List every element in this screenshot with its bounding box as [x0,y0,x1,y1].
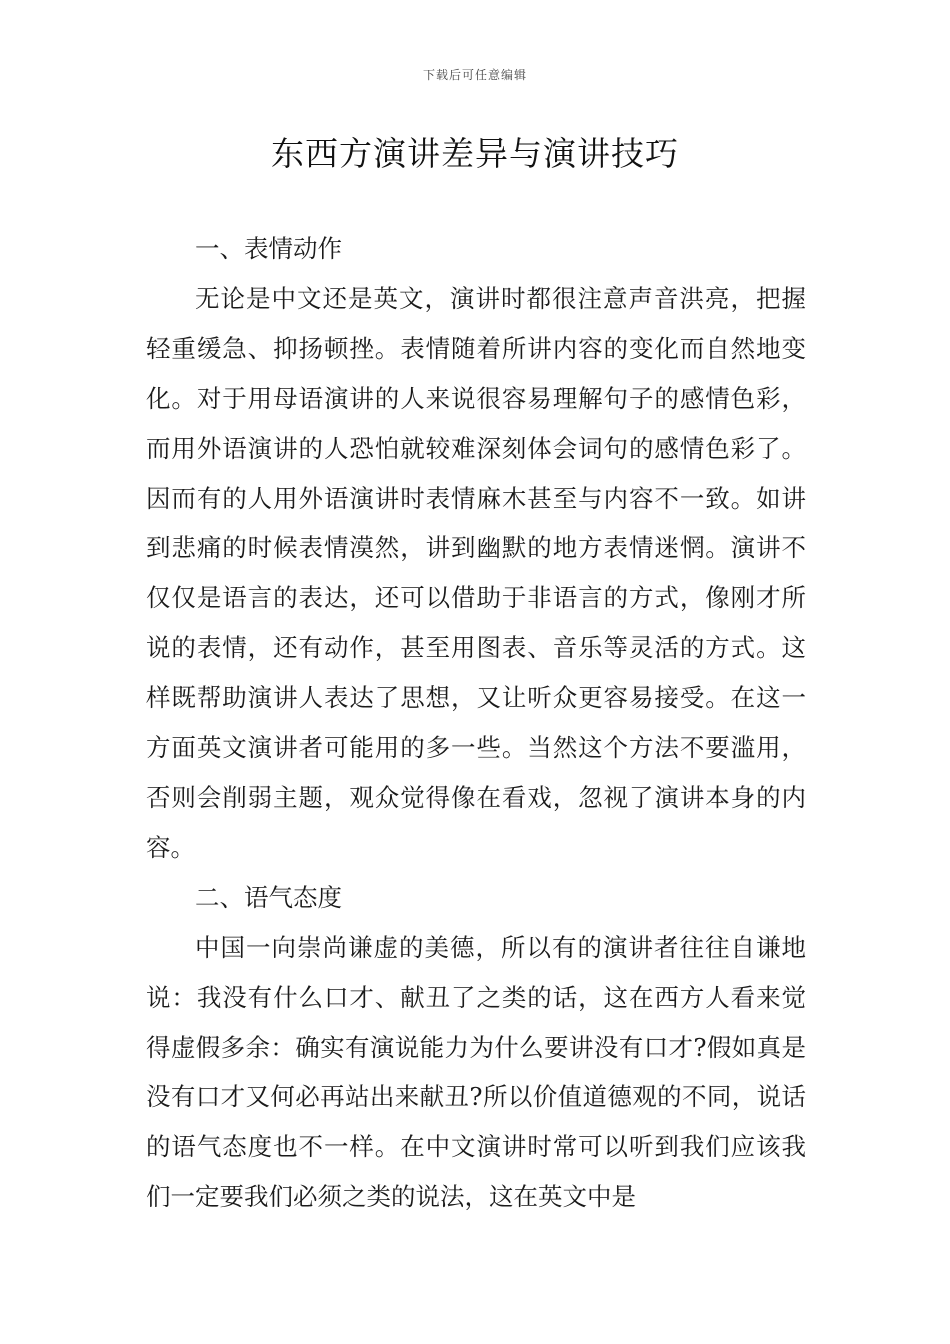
paragraph-expressions: 无论是中文还是英文，演讲时都很注意声音洪亮，把握轻重缓急、抑扬顿挫。表情随着所讲内容的变化而自然地变化。对于用母语演讲的人来说很容易理解句子的感情色彩，而用外语演讲的人恐怕就较难深刻体会词句的感情色彩了。因而有的人用外语演讲时表情麻木甚至与内容不一致。如讲到悲痛的时候表情漠然，讲到幽默的地方表情迷惘。演讲不仅仅是语言的表达，还可以借助于非语言的方式，像刚才所说的表情，还有动作，甚至用图表、音乐等灵活的方式。这样既帮助演讲人表达了思想，又让听众更容易接受。在这一方面英文演讲者可能用的多一些。当然这个方法不要滥用，否则会削弱主题，观众觉得像在看戏，忽视了演讲本身的内容。 [146,283,806,862]
document-title: 东西方演讲差异与演讲技巧 [271,134,679,173]
document-body [146,224,806,1222]
section-heading-expressions: 一、表情动作 [195,234,342,263]
header-note: 下载后可任意编辑 [422,68,527,82]
paragraph-tone: 中国一向崇尚谦虚的美德，所以有的演讲者往往自谦地说：我没有什么口才、献丑了之类的话，这在西方人看来觉得虚假多余：确实有演说能力为什么要讲没有口才?假如真是没有口才又何必再站出来献丑?所以价值道德观的不同，说话的语气态度也不一样。在中文演讲时常可以听到我们应该我们一定要我们必须之类的说法，这在英文中是 [146,932,806,1212]
section-heading-tone: 二、语气态度 [195,882,342,912]
